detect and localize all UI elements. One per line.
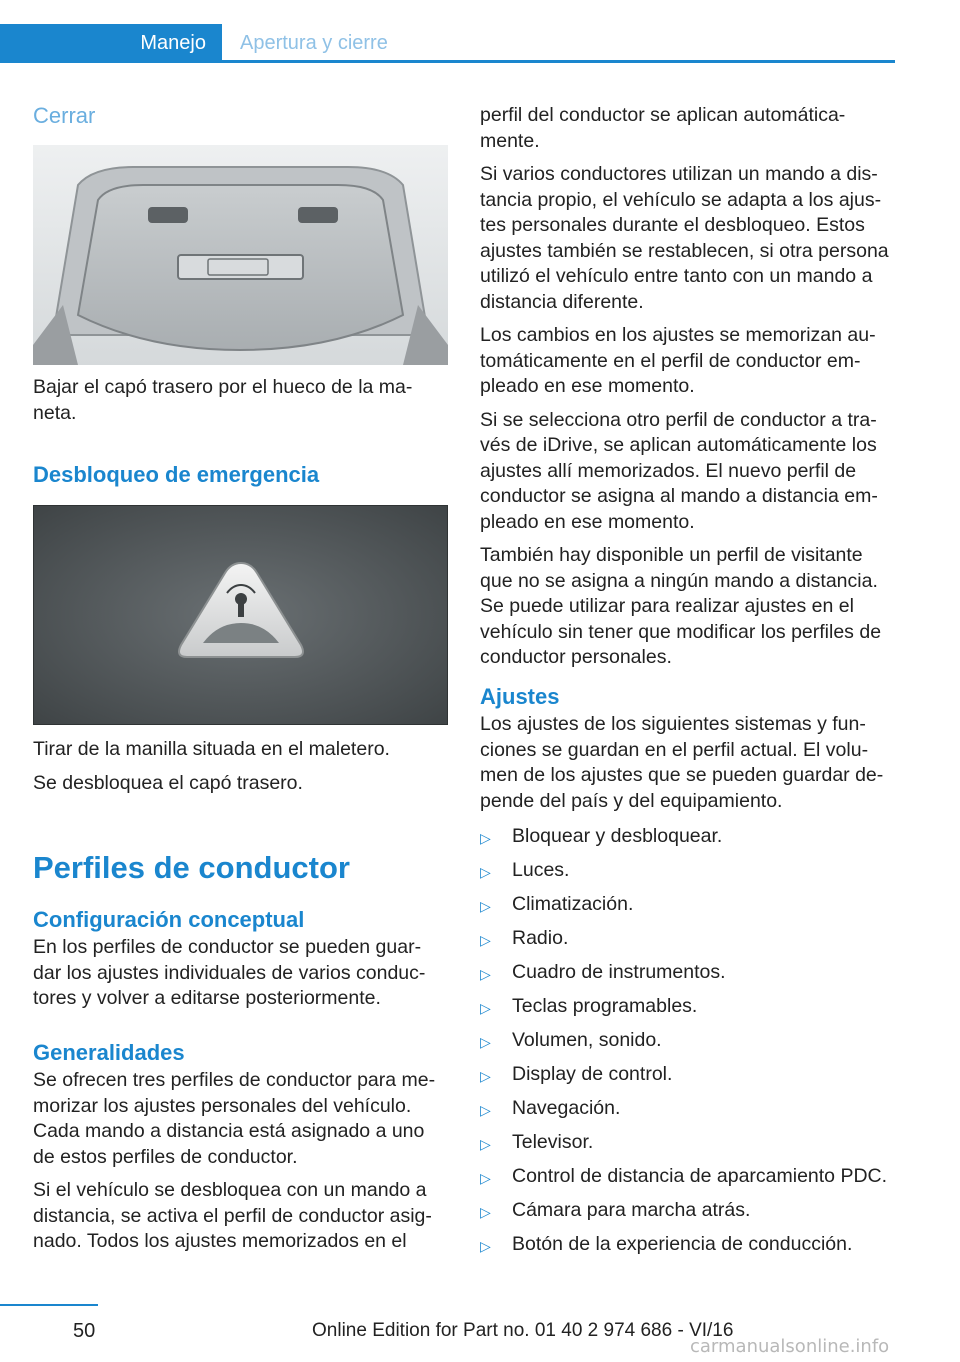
triangle-right-outline-icon: ▷ — [480, 1068, 491, 1084]
triangle-right-outline-icon: ▷ — [480, 1034, 491, 1050]
left-section-cerrar — [33, 375, 448, 434]
heading-desbloqueo — [33, 462, 319, 488]
left-section-generalidades — [33, 1040, 448, 1263]
paragraph-right-3: Los cambios en los ajustes se memorizan au‐ tomáticamente en el perfil de conductor em‐ pleado en ese momento. — [480, 324, 876, 397]
triangle-right-outline-icon: ▷ — [480, 1238, 491, 1254]
triangle-right-outline-icon: ▷ — [480, 1170, 491, 1186]
paragraph-generalidades-1: Se ofrecen tres perfiles de conductor para me‐ morizar los ajustes personales del vehículo. Cada mando a distancia está asignado a uno de estos perfiles de conductor. — [33, 1069, 436, 1168]
heading-desbloqueo-text: Desbloqueo de emergencia — [33, 462, 320, 487]
list-item: ▷ Bloquear y desbloquear. — [480, 824, 895, 852]
list-item: ▷ Luces. — [480, 858, 895, 886]
triangle-right-outline-icon: ▷ — [480, 1000, 491, 1016]
list-item: ▷ Display de control. — [480, 1062, 895, 1090]
paragraph-right-4: Si se selecciona otro perfil de conductor a tra‐ vés de iDrive, se aplican automáticamente los ajustes allí memorizados. El nuevo perfil de conductor se asigna al mando a distancia em‐ pleado en ese momento. — [480, 408, 878, 533]
list-item: ▷ Volumen, sonido. — [480, 1028, 895, 1056]
heading-cerrar-text: Cerrar — [33, 103, 96, 128]
paragraph-cerrar: Bajar el capó trasero por el hueco de la ma‐ neta. — [33, 376, 413, 424]
list-item: ▷ Climatización. — [480, 892, 895, 920]
triangle-right-outline-icon: ▷ — [480, 966, 491, 982]
paragraph-right-5: También hay disponible un perfil de visitante que no se asigna a ningún mando a distancia. Se puede utilizar para realizar ajustes en el vehículo sin tener que modificar los perfiles de conductor personales. — [480, 544, 882, 668]
heading-ajustes-text: Ajustes — [480, 684, 560, 709]
paragraph-right-2: Si varios conductores utilizan un mando a dis‐ tancia propio, el vehículo se adapta a los ajus‐ tes personales durante el desbloqueo. Estos ajustes también se restablecen, si otra persona utilizó el vehículo entre tanto con un mando a distancia diferente. — [480, 163, 889, 313]
triangle-right-outline-icon: ▷ — [480, 830, 491, 846]
triangle-right-outline-icon: ▷ — [480, 898, 491, 914]
emergency-release-handle-image — [33, 505, 448, 725]
triangle-right-outline-icon: ▷ — [480, 1102, 491, 1118]
list-item: ▷ Control de distancia de aparcamiento PDC. — [480, 1164, 895, 1192]
list-item: ▷ Botón de la experiencia de conducción. — [480, 1232, 895, 1260]
footer-rule — [0, 1304, 98, 1306]
heading-config-text: Configuración conceptual — [33, 907, 305, 932]
watermark: carmanualsonline.info — [690, 1336, 890, 1357]
paragraph-desbloqueo-2: Se desbloquea el capó trasero. — [33, 771, 303, 794]
triangle-right-outline-icon: ▷ — [480, 864, 491, 880]
tab-manejo-label: Manejo — [140, 32, 206, 54]
paragraph-config: En los perfiles de conductor se pueden guar‐ dar los ajustes individuales de varios conduc‐ tores y volver a editarse posteriormente. — [33, 936, 426, 1009]
right-section-profiles — [480, 103, 895, 679]
settings-list — [480, 824, 895, 1260]
tab-apertura-y-cierre[interactable] — [240, 32, 388, 55]
paragraph-generalidades-2: Si el vehículo se desbloquea con un mando a distancia, se activa el perfil de conductor asig‐ nado. Todos los ajustes memorizados en el — [33, 1179, 432, 1252]
tab-apertura-label: Apertura y cierre — [240, 32, 388, 54]
page-header — [0, 0, 960, 64]
heading-perfiles-text: Perfiles de conductor — [33, 850, 350, 885]
paragraph-ajustes: Los ajustes de los siguientes sistemas y fun‐ ciones se guardan en el perfil actual. El volu‐ men de los ajustes que se pueden guardar de‐ pende del país y del equipamiento. — [480, 713, 884, 812]
list-item: ▷ Cámara para marcha atrás. — [480, 1198, 895, 1226]
trunk-lid-image — [33, 145, 448, 365]
list-item: ▷ Cuadro de instrumentos. — [480, 960, 895, 988]
left-section-desbloqueo — [33, 737, 448, 804]
paragraph-right-1: perfil del conductor se aplican automática‐ mente. — [480, 104, 846, 152]
header-rule — [0, 60, 895, 63]
list-item: ▷ Radio. — [480, 926, 895, 954]
paragraph-desbloqueo-1: Tirar de la manilla situada en el maletero. — [33, 738, 390, 760]
triangle-right-outline-icon: ▷ — [480, 1136, 491, 1152]
heading-generalidades-text: Generalidades — [33, 1040, 185, 1065]
list-item: ▷ Televisor. — [480, 1130, 895, 1158]
triangle-right-outline-icon: ▷ — [480, 1204, 491, 1220]
list-item: ▷ Navegación. — [480, 1096, 895, 1124]
edition-text: Online Edition for Part no. 01 40 2 974 686 - VI/16 — [312, 1320, 734, 1341]
tab-manejo[interactable] — [0, 24, 222, 63]
heading-perfiles — [33, 850, 350, 886]
list-item: ▷ Teclas programables. — [480, 994, 895, 1022]
page-number: 50 — [73, 1320, 96, 1342]
right-section-ajustes — [480, 684, 895, 1266]
heading-cerrar — [33, 103, 95, 129]
left-section-config — [33, 907, 448, 1020]
triangle-right-outline-icon: ▷ — [480, 932, 491, 948]
